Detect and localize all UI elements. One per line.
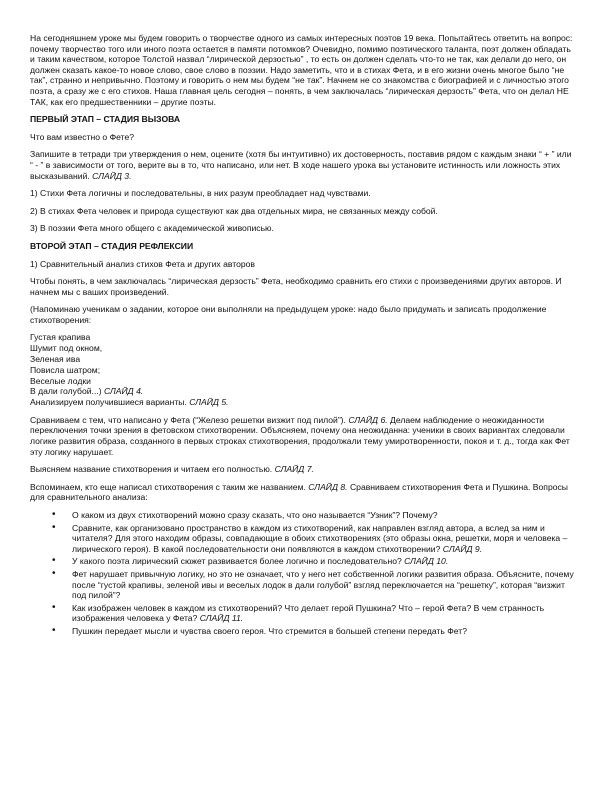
poem-line: Шумит под окном, xyxy=(30,343,103,354)
question-list xyxy=(30,510,576,637)
poem-line: Повисла шатром; xyxy=(30,364,101,375)
slide-ref: СЛАЙД 6. xyxy=(348,414,388,425)
poem-line: В дали голубой...) СЛАЙД 4. xyxy=(30,386,144,397)
stage2-heading: ВТОРОЙ ЭТАП – СТАДИЯ РЕФЛЕКСИИ xyxy=(30,240,194,251)
intro-paragraph: На сегодняшнем уроке мы будем говорить о творчестве одного из самых интересных поэтов 19 века. Попытайтесь ответить на вопрос: почему творчество того или иного поэта остается в памяти потомков? Очевидно, помимо поэтического таланта, поэт должен обладать и таким качеством, которое Толстой назвал “лирической дерзостью” , то есть он должен сделать что-то не так, как делали до него, он должен сказать какое-то новое слово, свое слово в поэзии. Надо заметить, что и в стихах Фета, и в его жизни очень многое было “не так”, странно и непривычно. Поэтому и говорить о нем мы будем “не так”. Начнем не со знакомства с биографией и с личностью этого поэта, а сразу же с его стихов. Наша главная цель сегодня – понять, в чем заключалась “лирическая дерзость” Фета, что он делал НЕ ТАК, как его предшественники – другие поэты. xyxy=(30,33,573,107)
slide-ref: СЛАЙД 8. xyxy=(308,481,348,492)
stage2-subheading: 1) Сравнительный анализ стихов Фета и других авторов xyxy=(30,258,255,269)
question-item: • Сравните, как организовано пространство в каждом из стихотворений, как направлен взгляд автора, а вслед за ним и читателя? Для этого находим образы, совпадающие в обоих стихотворениях (это образы окна, решетки, моря и человека – лирического героя). В какой последовательности они появляются в каждом стихотворении? СЛАЙД 9. xyxy=(52,523,576,555)
question-item: • У какого поэта лирический сюжет развивается более логично и последовательно? СЛАЙД 10. xyxy=(52,556,576,567)
stage2-paragraph-1: Чтобы понять, в чем заключалась “лирическая дерзость” Фета, необходимо сравнить его стихи с произведениями других авторов. И начнем мы с ваших произведений. xyxy=(30,276,562,297)
poem-line: Веселые лодки xyxy=(30,375,91,386)
slide-ref: СЛАЙД 4. xyxy=(103,386,144,397)
question-item: • Как изображен человек в каждом из стихотворений? Что делает герой Пушкина? Что – герой Фета? В чем странность изображения человека у Фета? СЛАЙД 11. xyxy=(52,603,576,624)
statement-3: 3) В поэзии Фета много общего с академической живописью. xyxy=(30,223,274,234)
question-item: • О каком из двух стихотворений можно сразу сказать, что оно называется “Узник”? Почему? xyxy=(52,510,576,521)
stage1-heading: ПЕРВЫЙ ЭТАП – СТАДИЯ ВЫЗОВА xyxy=(30,114,181,125)
stage2-paragraph-2: (Напоминаю ученикам о задании, которое они выполняли на предыдущем уроке: надо было придумать и записать продолжение стихотворения: xyxy=(30,304,547,325)
stage1-question: Что вам известно о Фете? xyxy=(30,131,135,142)
document-page xyxy=(30,33,576,639)
poem-excerpt xyxy=(30,332,576,397)
slide-ref: СЛАЙД 7. xyxy=(274,464,314,475)
poem-line: Зеленая ива xyxy=(30,354,81,365)
question-item: • Пушкин передает мысли и чувства своего героя. Что стремится в большей степени передать Фет? xyxy=(52,626,576,637)
slide-ref: СЛАЙД 11. xyxy=(199,613,244,624)
slide-ref: СЛАЙД 10. xyxy=(404,556,449,567)
slide-ref: СЛАЙД 3. xyxy=(92,170,132,181)
poem-line: Густая крапива xyxy=(30,332,91,343)
recall-paragraph: Вспоминаем, кто еще написал стихотворения с таким же названием. СЛАЙД 8. Сравниваем стихотворения Фета и Пушкина. Вопросы для сравнительного анализа: xyxy=(30,481,568,503)
statement-1: 1) Стихи Фета логичны и последовательны, в них разум преобладает над чувствами. xyxy=(30,188,371,199)
title-paragraph: Выясняем название стихотворения и читаем его полностью. СЛАЙД 7. xyxy=(30,464,314,475)
question-item: • Фет нарушает привычную логику, но это не означает, что у него нет собственной логики развития образа. Объясните, почему после “густой крапивы, зеленой ивы и веселых лодок в дали голубой” взгляд переключается на “решетку”, которая “визжит под пилой”? xyxy=(52,569,576,601)
compare-paragraph: Сравниваем с тем, что написано у Фета (“Железо решетки визжит под пилой”). СЛАЙД 6. Делаем наблюдение о неожиданности переключения точки зрения в фетовском стихотворении. Объясняем, почему она неожиданна: ученики в своих вариантах следовали логике развития образа, созданного в первых строках стихотворения, продолжали тему умиротворенности, покоя и т. д., тогда как Фет эту логику нарушает. xyxy=(30,414,570,457)
stage1-task: Запишите в тетради три утверждения о нем, оцените (хотя бы интуитивно) их достоверность, поставив рядом с каждым знаки “ + ” или “ - ” в зависимости от того, верите вы в то, что написано, или нет. В ходе нашего урока вы установите истинность или ложность этих высказываний. СЛАЙД 3. xyxy=(30,149,572,181)
slide-ref: СЛАЙД 9. xyxy=(442,543,483,554)
slide-ref: СЛАЙД 5. xyxy=(189,397,229,408)
statement-2: 2) В стихах Фета человек и природа существуют как два отдельных мира, не связанных между собой. xyxy=(30,205,438,216)
analyze-line: Анализируем получившиеся варианты. СЛАЙД 5. xyxy=(30,397,229,408)
